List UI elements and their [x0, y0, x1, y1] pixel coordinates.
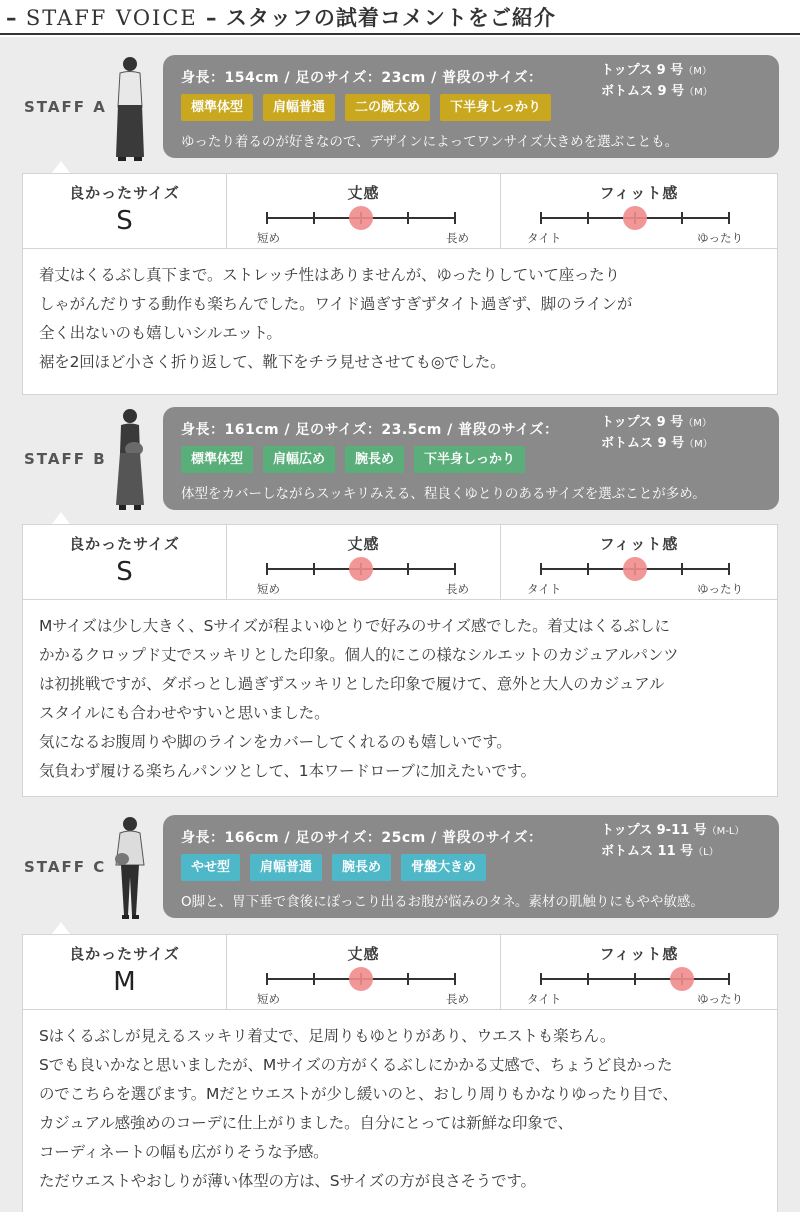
good-size-value: S	[116, 557, 133, 587]
scale-max-label: ゆったり	[697, 231, 743, 245]
good-size-title: 良かったサイズ	[69, 945, 180, 963]
scale-tick	[454, 212, 456, 224]
fit-marker	[670, 967, 694, 991]
scale-tick	[454, 563, 456, 575]
staff-label-a: STAFF A	[24, 98, 107, 116]
scale-min-label: タイト	[527, 582, 562, 596]
scale-tick	[313, 563, 315, 575]
scale-tick	[313, 973, 315, 985]
length-marker	[349, 206, 373, 230]
staff-comment-b	[22, 600, 778, 797]
tops-label: トップス	[601, 823, 653, 838]
staff-comment-a	[22, 249, 778, 395]
staff-photo-b	[108, 407, 152, 517]
usual-sizes	[601, 61, 713, 103]
body-type-tag: 下半身しっかり	[440, 94, 551, 121]
speech-pointer	[52, 161, 70, 173]
staff-description: 体型をカバーしながらスッキリみえる、程良くゆとりのあるサイズを選ぶことが多め。	[181, 486, 706, 502]
fit-cell	[501, 525, 777, 599]
speech-pointer	[52, 512, 70, 524]
length-marker	[349, 967, 373, 991]
fit-title: フィット感	[599, 184, 679, 202]
bottoms-label: ボトムス	[601, 84, 654, 99]
fit-scale	[527, 210, 743, 245]
scale-tick	[454, 973, 456, 985]
comment-line: 気になるお腹周りや脚のラインをカバーしてくれるのも嬉しいです。	[39, 733, 512, 751]
good-size-value: S	[116, 206, 133, 236]
fit-marker	[623, 206, 647, 230]
staff-stats: 身長：161cm / 足のサイズ：23.5cm / 普段のサイズ：	[181, 422, 559, 438]
comment-line: スタイルにも合わせやすいと思いました。	[39, 704, 330, 722]
body-type-tag: 腕長め	[345, 446, 404, 473]
good-size-title: 良かったサイズ	[69, 184, 180, 202]
comment-line: カジュアル感強めのコーデに仕上がりました。自分にとっては新鮮な印象で、	[39, 1114, 573, 1132]
scale-tick	[587, 212, 589, 224]
comment-line: は初挑戦ですが、ダボっとし過ぎずスッキリとした印象で履けて、意外と大人のカジュアル	[39, 675, 665, 693]
rating-table-a	[22, 173, 778, 249]
comment-line: ただウエストやおしりが薄い体型の方は、Sサイズの方が良さそうです。	[39, 1172, 536, 1190]
length-scale	[257, 210, 469, 245]
staff-profile-c	[163, 815, 779, 918]
length-cell	[227, 174, 501, 248]
length-cell	[227, 525, 501, 599]
length-scale	[257, 561, 469, 596]
comment-line: しゃがんだりする動作も楽ちんでした。ワイド過ぎすぎずタイト過ぎず、脚のラインが	[39, 295, 633, 313]
scale-tick	[266, 212, 268, 224]
body-type-tags	[181, 854, 486, 881]
good-size-value: M	[113, 967, 136, 997]
length-title: 丈感	[347, 945, 380, 963]
staff-label-c: STAFF C	[24, 858, 107, 876]
body-type-tag: 二の腕太め	[345, 94, 430, 121]
body-type-tag: やせ型	[181, 854, 240, 881]
comment-line: 着丈はくるぶし真下まで。ストレッチ性はありませんが、ゆったりしていて座ったり	[39, 266, 620, 284]
bottoms-note: （M）	[684, 439, 713, 450]
length-cell	[227, 935, 501, 1009]
scale-min-label: 短め	[257, 582, 280, 596]
body-type-tag: 腕長め	[332, 854, 391, 881]
tops-note: （M）	[683, 418, 712, 429]
scale-tick	[266, 563, 268, 575]
scale-tick	[313, 212, 315, 224]
fit-scale	[527, 971, 743, 1006]
length-scale	[257, 971, 469, 1006]
staff-profile-b	[163, 407, 779, 510]
scale-tick	[728, 212, 730, 224]
bottoms-size: 9 号	[657, 436, 685, 451]
scale-tick	[587, 973, 589, 985]
body-type-tag: 骨盤大きめ	[401, 854, 486, 881]
scale-tick	[587, 563, 589, 575]
body-type-tag: 標準体型	[181, 446, 253, 473]
comment-line: Mサイズは少し大きく、Sサイズが程よいゆとりで好みのサイズ感でした。着丈はくるぶしに	[39, 617, 670, 635]
header-divider	[0, 33, 800, 35]
staff-photo-c	[108, 815, 152, 925]
comment-line: 裾を2回ほど小さく折り返して、靴下をチラ見せさせても◎でした。	[39, 353, 506, 371]
comment-line: のでこちらを選びます。Mだとウエストが少し緩いのと、おしり周りもかなりゆったり目で、	[39, 1085, 678, 1103]
scale-max-label: 長め	[446, 992, 469, 1006]
staff-profile-a	[163, 55, 779, 158]
good-size-cell	[23, 174, 227, 248]
scale-tick	[634, 973, 636, 985]
scale-min-label: タイト	[527, 992, 562, 1006]
staff-comment-c	[22, 1010, 778, 1212]
scale-max-label: ゆったり	[697, 582, 743, 596]
tops-size: 9 号	[656, 63, 684, 78]
scale-tick	[540, 212, 542, 224]
staff-stats: 身長：154cm / 足のサイズ：23cm / 普段のサイズ：	[181, 70, 543, 86]
usual-sizes	[601, 413, 713, 455]
fit-title: フィット感	[599, 945, 679, 963]
scale-tick	[407, 973, 409, 985]
page-title: – STAFF VOICE – スタッフの試着コメントをご紹介	[6, 6, 556, 30]
tops-size: 9-11 号	[656, 823, 707, 838]
bottoms-label: ボトムス	[601, 436, 654, 451]
scale-tick	[407, 212, 409, 224]
staff-photo-a	[108, 55, 152, 165]
comment-line: Sはくるぶしが見えるスッキリ着丈で、足周りもゆとりがあり、ウエストも楽ちん。	[39, 1027, 616, 1045]
scale-tick	[540, 563, 542, 575]
comment-line: Sでも良いかなと思いましたが、Mサイズの方がくるぶしにかかる丈感で、ちょうど良かった	[39, 1056, 673, 1074]
bottoms-size: 9 号	[657, 84, 685, 99]
body-type-tags	[181, 94, 551, 121]
fit-cell	[501, 174, 777, 248]
scale-min-label: 短め	[257, 231, 280, 245]
fit-title: フィット感	[599, 535, 679, 553]
comment-line: 気負わず履ける楽ちんパンツとして、1本ワードローブに加えたいです。	[39, 762, 536, 780]
bottoms-note: （L）	[693, 847, 719, 858]
scale-tick	[681, 563, 683, 575]
bottoms-size: 11 号	[657, 844, 694, 859]
length-title: 丈感	[347, 535, 380, 553]
tops-size: 9 号	[656, 415, 684, 430]
fit-cell	[501, 935, 777, 1009]
comment-line: かかるクロップド丈でスッキリとした印象。個人的にこの様なシルエットのカジュアルパンツ	[39, 646, 679, 664]
good-size-cell	[23, 525, 227, 599]
comment-line: 全く出ないのも嬉しいシルエット。	[39, 324, 282, 342]
staff-description: O脚と、胃下垂で食後にぽっこり出るお腹が悩みのタネ。素材の肌触りにもやや敏感。	[181, 894, 704, 910]
scale-max-label: 長め	[446, 231, 469, 245]
staff-stats: 身長：166cm / 足のサイズ：25cm / 普段のサイズ：	[181, 830, 543, 846]
staff-label-b: STAFF B	[24, 450, 107, 468]
scale-tick	[540, 973, 542, 985]
tops-note: （M-L）	[706, 826, 745, 837]
good-size-title: 良かったサイズ	[69, 535, 180, 553]
scale-tick	[407, 563, 409, 575]
rating-table-c	[22, 934, 778, 1010]
body-type-tag: 肩幅普通	[250, 854, 322, 881]
rating-table-b	[22, 524, 778, 600]
page-header	[0, 0, 800, 34]
bottoms-label: ボトムス	[601, 844, 654, 859]
good-size-cell	[23, 935, 227, 1009]
scale-max-label: ゆったり	[697, 992, 743, 1006]
fit-scale	[527, 561, 743, 596]
body-type-tag: 下半身しっかり	[414, 446, 525, 473]
scale-max-label: 長め	[446, 582, 469, 596]
scale-min-label: 短め	[257, 992, 280, 1006]
body-type-tag: 肩幅普通	[263, 94, 335, 121]
scale-tick	[728, 973, 730, 985]
body-type-tag: 肩幅広め	[263, 446, 335, 473]
fit-marker	[623, 557, 647, 581]
staff-description: ゆったり着るのが好きなので、デザインによってワンサイズ大きめを選ぶことも。	[181, 134, 679, 150]
body-type-tag: 標準体型	[181, 94, 253, 121]
bottoms-note: （M）	[684, 87, 713, 98]
scale-tick	[681, 212, 683, 224]
tops-label: トップス	[601, 415, 653, 430]
scale-tick	[266, 973, 268, 985]
scale-min-label: タイト	[527, 231, 562, 245]
body-type-tags	[181, 446, 525, 473]
speech-pointer	[52, 922, 70, 934]
scale-tick	[728, 563, 730, 575]
tops-label: トップス	[601, 63, 653, 78]
comment-line: コーディネートの幅も広がりそうな予感。	[39, 1143, 329, 1161]
length-marker	[349, 557, 373, 581]
tops-note: （M）	[683, 66, 712, 77]
usual-sizes	[601, 821, 745, 863]
length-title: 丈感	[347, 184, 380, 202]
